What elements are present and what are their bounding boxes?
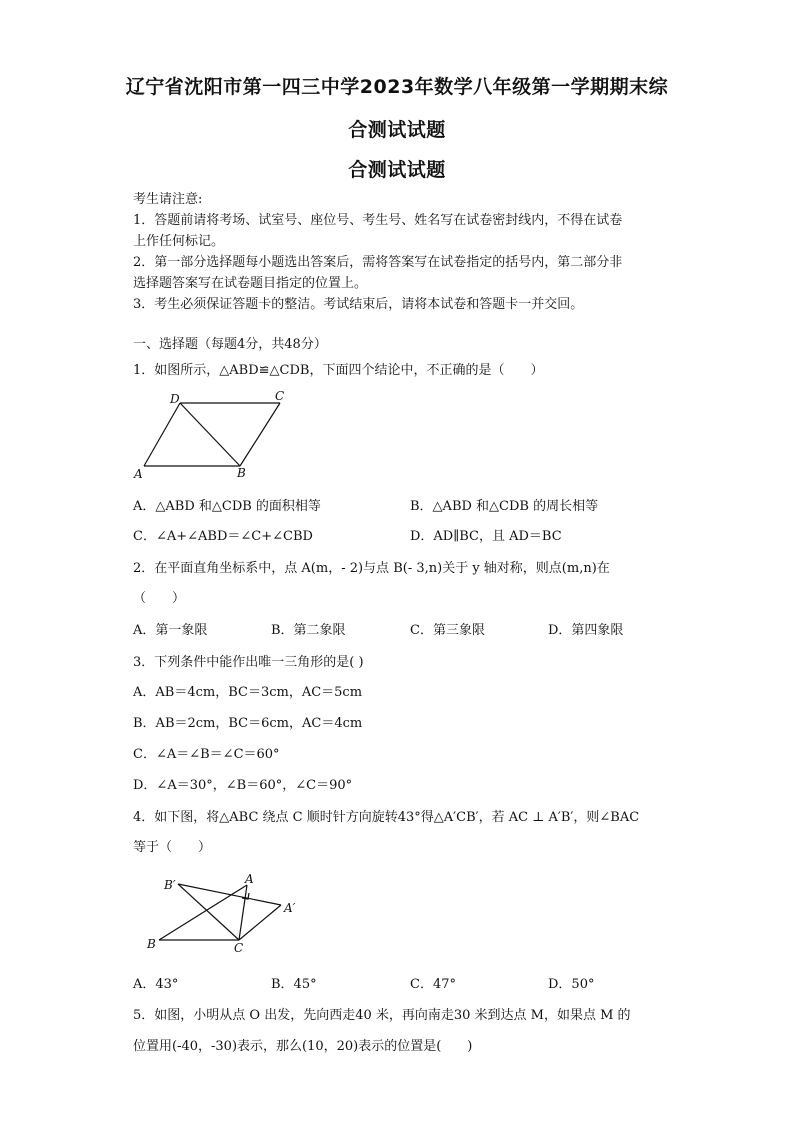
q4-option-d: D．50° [548, 977, 595, 992]
q1-option-c: C．∠A+∠ABD＝∠C+∠CBD [133, 529, 313, 544]
q2-option-a: A．第一象限 [133, 623, 208, 638]
q4-label-a: A [245, 872, 254, 886]
exam-title-line2: 合测试试题 [348, 119, 446, 141]
q3-option-b: B．AB＝2cm，BC＝6cm，AC＝4cm [133, 716, 363, 731]
q4-label-b-prime: B′ [164, 878, 176, 892]
q2-option-b: B．第二象限 [271, 623, 346, 638]
section-heading: 一、选择题（每题4分，共48分） [133, 337, 327, 352]
exam-title-line3: 合测试试题 [348, 159, 446, 181]
note-1-line-a: 1．答题前请将考场、试室号、座位号、考生号、姓名写在试卷密封线内，不得在试卷 [133, 213, 623, 228]
q4-label-b: B [147, 937, 156, 951]
q2-option-d: D．第四象限 [548, 623, 624, 638]
q2-stem: 2．在平面直角坐标系中，点 A(m，- 2)与点 B(- 3,n)关于 y 轴对称，则点(m,n)在 [133, 561, 610, 576]
q1-label-a: A [134, 467, 143, 481]
q1-label-d: D [170, 392, 180, 406]
q3-stem: 3．下列条件中能作出唯一三角形的是( ) [133, 655, 364, 670]
note-2-line-a: 2．第一部分选择题每小题选出答案后，需将答案写在试卷指定的括号内，第二部分非 [133, 255, 623, 270]
q4-stem: 4．如下图，将△ABC 绕点 C 顺时针方向旋转43°得△A′CB′，若 AC ⊥ A′B′，则∠BAC [133, 810, 640, 825]
q4-label-c: C [234, 941, 244, 955]
q2-paren: （ ） [133, 591, 186, 606]
q4-rotation-figure [140, 870, 310, 958]
q1-option-b: B．△ABD 和△CDB 的周长相等 [410, 499, 599, 514]
q4-label-a-prime: A′ [284, 901, 296, 915]
q1-option-d: D．AD∥BC，且 AD＝BC [410, 529, 562, 544]
q1-label-b: B [237, 466, 246, 480]
q2-option-c: C．第三象限 [410, 623, 485, 638]
q3-option-d: D．∠A＝30°，∠B＝60°，∠C＝90° [133, 778, 353, 793]
q3-option-a: A．AB＝4cm，BC＝3cm，AC＝5cm [133, 685, 363, 700]
q1-option-a: A．△ABD 和△CDB 的面积相等 [133, 499, 321, 514]
q4-option-b: B．45° [271, 977, 317, 992]
q4-option-c: C．47° [410, 977, 456, 992]
q1-label-c: C [275, 389, 285, 403]
notes-heading: 考生请注意: [133, 192, 203, 207]
note-1-line-b: 上作任何标记。 [133, 234, 225, 249]
exam-title-line1: 辽宁省沈阳市第一四三中学2023年数学八年级第一学期期末综 [125, 76, 669, 98]
q3-option-c: C．∠A＝∠B＝∠C＝60° [133, 747, 280, 762]
q4-option-a: A．43° [133, 977, 179, 992]
q5-stem-cont: 位置用(-40，-30)表示，那么(10，20)表示的位置是( ) [133, 1039, 473, 1054]
q1-parallelogram-figure [130, 386, 300, 482]
q5-stem: 5．如图，小明从点 O 出发，先向西走40 米，再向南走30 米到达点 M，如果点 M 的 [133, 1008, 631, 1023]
note-2-line-b: 选择题答案写在试卷题目指定的位置上。 [133, 276, 368, 291]
q1-stem: 1．如图所示，△ABD≌△CDB，下面四个结论中，不正确的是（ ） [133, 363, 544, 378]
note-3: 3．考生必须保证答题卡的整洁。考试结束后，请将本试卷和答题卡一并交回。 [133, 297, 584, 312]
q4-stem-cont: 等于（ ） [133, 840, 212, 855]
